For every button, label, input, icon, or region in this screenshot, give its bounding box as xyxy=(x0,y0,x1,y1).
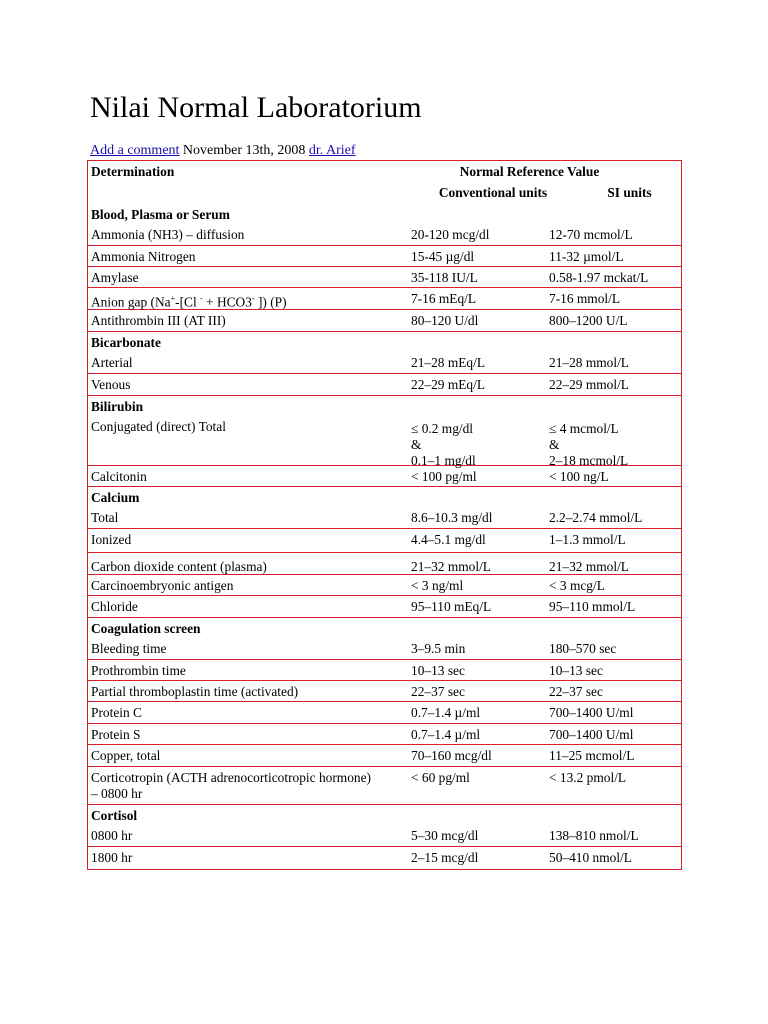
table-row: Total 8.6–10.3 mg/dl 2.2–2.74 mmol/L xyxy=(88,507,681,529)
author-link[interactable]: dr. Arief xyxy=(308,143,356,158)
section-bicarbonate: Bicarbonate xyxy=(91,335,161,350)
table-row: Ammonia (NH3) – diffusion 20-120 mcg/dl 12-70 mcmol/L xyxy=(88,224,681,246)
section-cortisol: Cortisol xyxy=(91,808,138,823)
header-normal-value: Normal Reference Value xyxy=(459,164,600,179)
add-comment-link[interactable]: Add a comment xyxy=(90,143,180,158)
table-row: Venous 22–29 mEq/L 22–29 mmol/L xyxy=(88,374,681,396)
section-row xyxy=(88,332,681,352)
table-row: Copper, total 70–160 mcg/dl 11–25 mcmol/L xyxy=(88,745,681,767)
post-meta xyxy=(90,142,356,160)
table-row: Ionized 4.4–5.1 mg/dl 1–1.3 mmol/L xyxy=(88,529,681,553)
header-conventional-units: Conventional units xyxy=(438,185,548,200)
table-row: Conjugated (direct) Total ≤ 0.2 mg/dl & 0.1–1 mg/dl ≤ 4 mcmol/L & 2–18 mcmol/L xyxy=(88,416,681,466)
page-title: Nilai Normal Laboratorium xyxy=(90,91,422,124)
section-row xyxy=(88,805,681,825)
table-row: 1800 hr 2–15 mcg/dl 50–410 nmol/L xyxy=(91,850,632,865)
section-blood: Blood, Plasma or Serum xyxy=(91,207,230,222)
table-row: Calcitonin < 100 pg/ml < 100 ng/L xyxy=(88,466,681,487)
table-row: Corticotropin (ACTH adrenocorticotropic hormone) – 0800 hr < 60 pg/ml < 13.2 pmol/L xyxy=(88,767,681,805)
lab-values-table xyxy=(87,160,682,870)
header-si-units: SI units xyxy=(607,185,652,200)
table-row: Carbon dioxide content (plasma) 21–32 mmol/L 21–32 mmol/L xyxy=(88,553,681,575)
table-row: Carcinoembryonic antigen < 3 ng/ml < 3 mcg/L xyxy=(88,575,681,596)
table-row: Protein C 0.7–1.4 µ/ml 700–1400 U/ml xyxy=(88,702,681,724)
header-determination: Determination xyxy=(91,164,175,179)
section-row xyxy=(88,618,681,638)
table-subheader-row xyxy=(88,183,681,204)
section-coagulation: Coagulation screen xyxy=(91,621,201,636)
table-header-row xyxy=(88,161,681,183)
section-row xyxy=(88,396,681,416)
section-row xyxy=(88,204,681,224)
table-row: Antithrombin III (AT III) 80–120 U/dl 800–1200 U/L xyxy=(88,310,681,332)
table-row: Arterial 21–28 mEq/L 21–28 mmol/L xyxy=(88,352,681,374)
table-row: Bleeding time 3–9.5 min 180–570 sec xyxy=(88,638,681,660)
table-row: Protein S 0.7–1.4 µ/ml 700–1400 U/ml xyxy=(88,724,681,745)
table-row: Prothrombin time 10–13 sec 10–13 sec xyxy=(88,660,681,681)
table-row: Anion gap (Na+-[Cl - + HCO3- ]) (P) 7-16 mEq/L 7-16 mmol/L xyxy=(88,288,681,310)
table-row: Amylase 35-118 IU/L 0.58-1.97 mckat/L xyxy=(88,267,681,288)
table-row: Chloride 95–110 mEq/L 95–110 mmol/L xyxy=(88,596,681,618)
table-row: Partial thromboplastin time (activated) 22–37 sec 22–37 sec xyxy=(88,681,681,702)
section-bilirubin: Bilirubin xyxy=(91,399,144,414)
post-date: November 13th, 2008 xyxy=(179,143,309,158)
section-calcium: Calcium xyxy=(91,490,140,505)
table-row: 0800 hr 5–30 mcg/dl 138–810 nmol/L xyxy=(88,825,681,847)
table-row: Ammonia Nitrogen 15-45 µg/dl 11-32 µmol/L xyxy=(88,246,681,267)
section-row xyxy=(88,487,681,507)
